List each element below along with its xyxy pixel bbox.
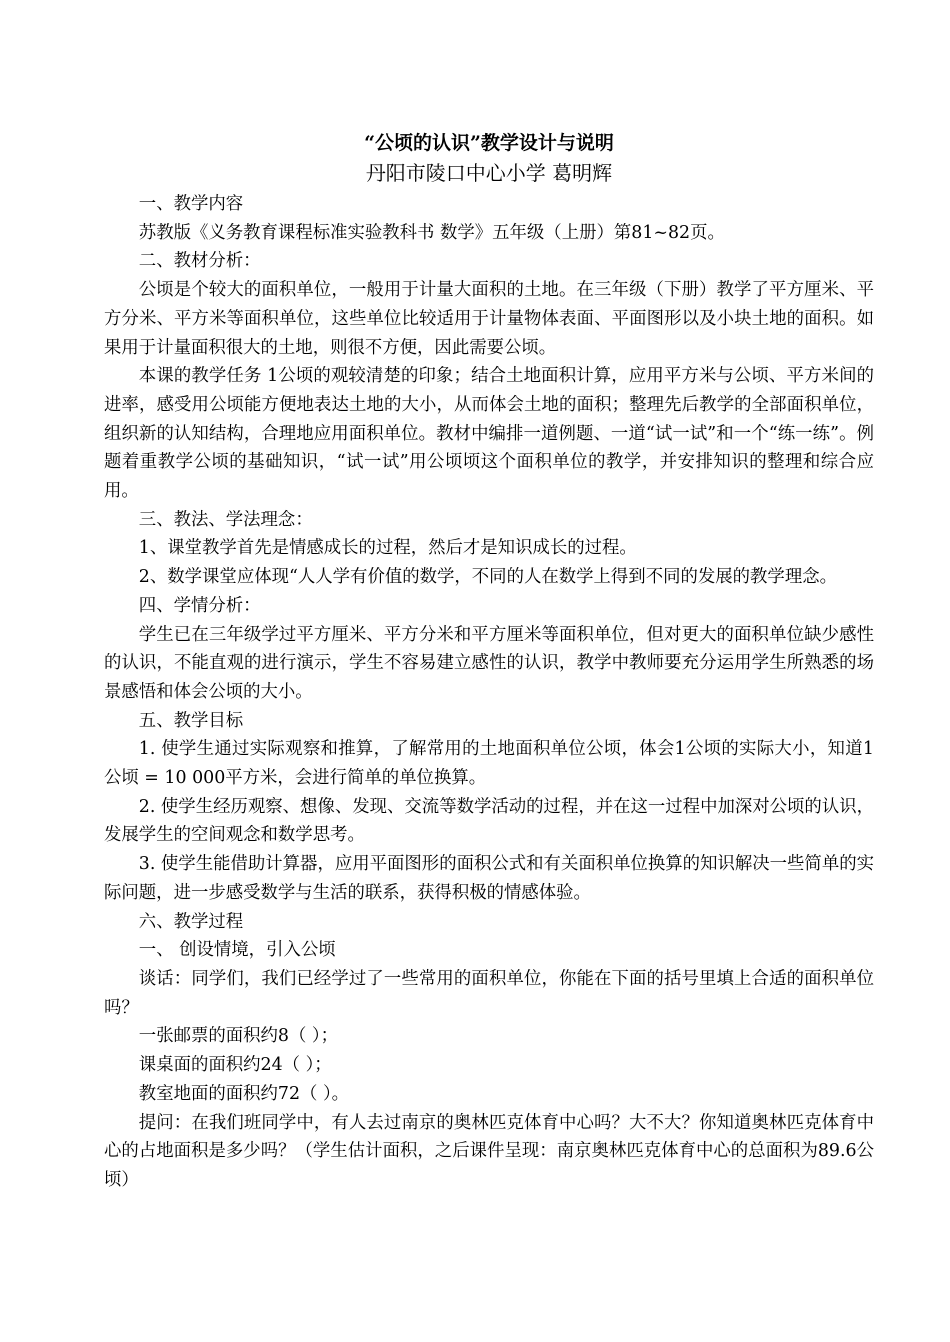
goal-item: 1. 使学生通过实际观察和推算，了解常用的土地面积单位公顷，体会1公顷的实际大小，知道1公顷 = 10 000平方米，会进行简单的单位换算。 [104,739,874,789]
exercise-item: 一张邮票的面积约8（ ）； [138,1026,338,1047]
paragraph: 本课的教学任务 1公顷的观较清楚的印象；结合土地面积计算，应用平方米与公顷、平方米间的进率，感受用公顷能方便地表达土地的大小，从而体会土地的面积；整理先后教学的全部面积单位，组织新的认知结构，合理地应用面积单位。教材中编排一道例题、一道“试一试”和一个“练一练”。例题着重教学公顷的基础知识，“试一试”用公顷顷这个面积单位的教学，并安排知识的整理和综合应用。 [104,366,874,502]
heading-methods: 三、教法、学法理念： [138,509,313,530]
paragraph: 苏教版《义务教育课程标准实验教科书 数学》五年级（上册）第81~82页。 [138,222,725,243]
paragraph: 1、课堂教学首先是情感成长的过程，然后才是知识成长的过程。 [138,538,637,559]
heading-goals: 五、教学目标 [138,710,244,731]
subheading: 一、 创设情境，引入公顷 [138,940,336,961]
goal-item: 2. 使学生经历观察、想像、发现、交流等数学活动的过程，并在这一过程中加深对公顷的认识，发展学生的空间观念和数学思考。 [104,796,874,846]
document-page [104,128,874,1195]
exercise-item: 课桌面的面积约24（ ）； [138,1055,332,1076]
paragraph: 公顷是个较大的面积单位，一般用于计量大面积的土地。在三年级（下册）教学了平方厘米、平方分米、平方米等面积单位，这些单位比较适用于计量物体表面、平面图形以及小块土地的面积。如果用于计量面积很大的土地，则很不方便，因此需要公顷。 [104,280,874,358]
heading-process: 六、教学过程 [138,911,244,932]
heading-students: 四、学情分析： [138,595,261,616]
exercise-item: 教室地面的面积约72（ ）。 [138,1083,350,1104]
paragraph: 谈话：同学们，我们已经学过了一些常用的面积单位，你能在下面的括号里填上合适的面积单位吗？ [104,968,874,1018]
heading-analysis: 二、教材分析： [138,251,261,272]
paragraph: 2、数学课堂应体现“人人学有价值的数学，不同的人在数学上得到不同的发展的教学理念。 [138,567,837,588]
goal-item: 3. 使学生能借助计算器，应用平面图形的面积公式和有关面积单位换算的知识解决一些简单的实际问题，进一步感受数学与生活的联系，获得积极的情感体验。 [104,854,874,903]
paragraph: 学生已在三年级学过平方厘米、平方分米和平方厘米等面积单位，但对更大的面积单位缺少感性的认识，不能直观的进行演示，学生不容易建立感性的认识，教学中教师要充分运用学生所熟悉的场景感悟和体会公顷的大小。 [104,624,874,702]
paragraph: 提问：在我们班同学中，有人去过南京的奥林匹克体育中心吗？大不大？你知道奥林匹克体育中心的占地面积是多少吗？（学生估计面积，之后课件呈现：南京奥林匹克体育中心的总面积为89.6公顷） [104,1112,874,1190]
document-title: “公顷的认识”教学设计与说明 [364,132,614,154]
author-line: 丹阳市陵口中心小学 葛明辉 [365,161,613,185]
heading-content: 一、教学内容 [138,194,244,214]
